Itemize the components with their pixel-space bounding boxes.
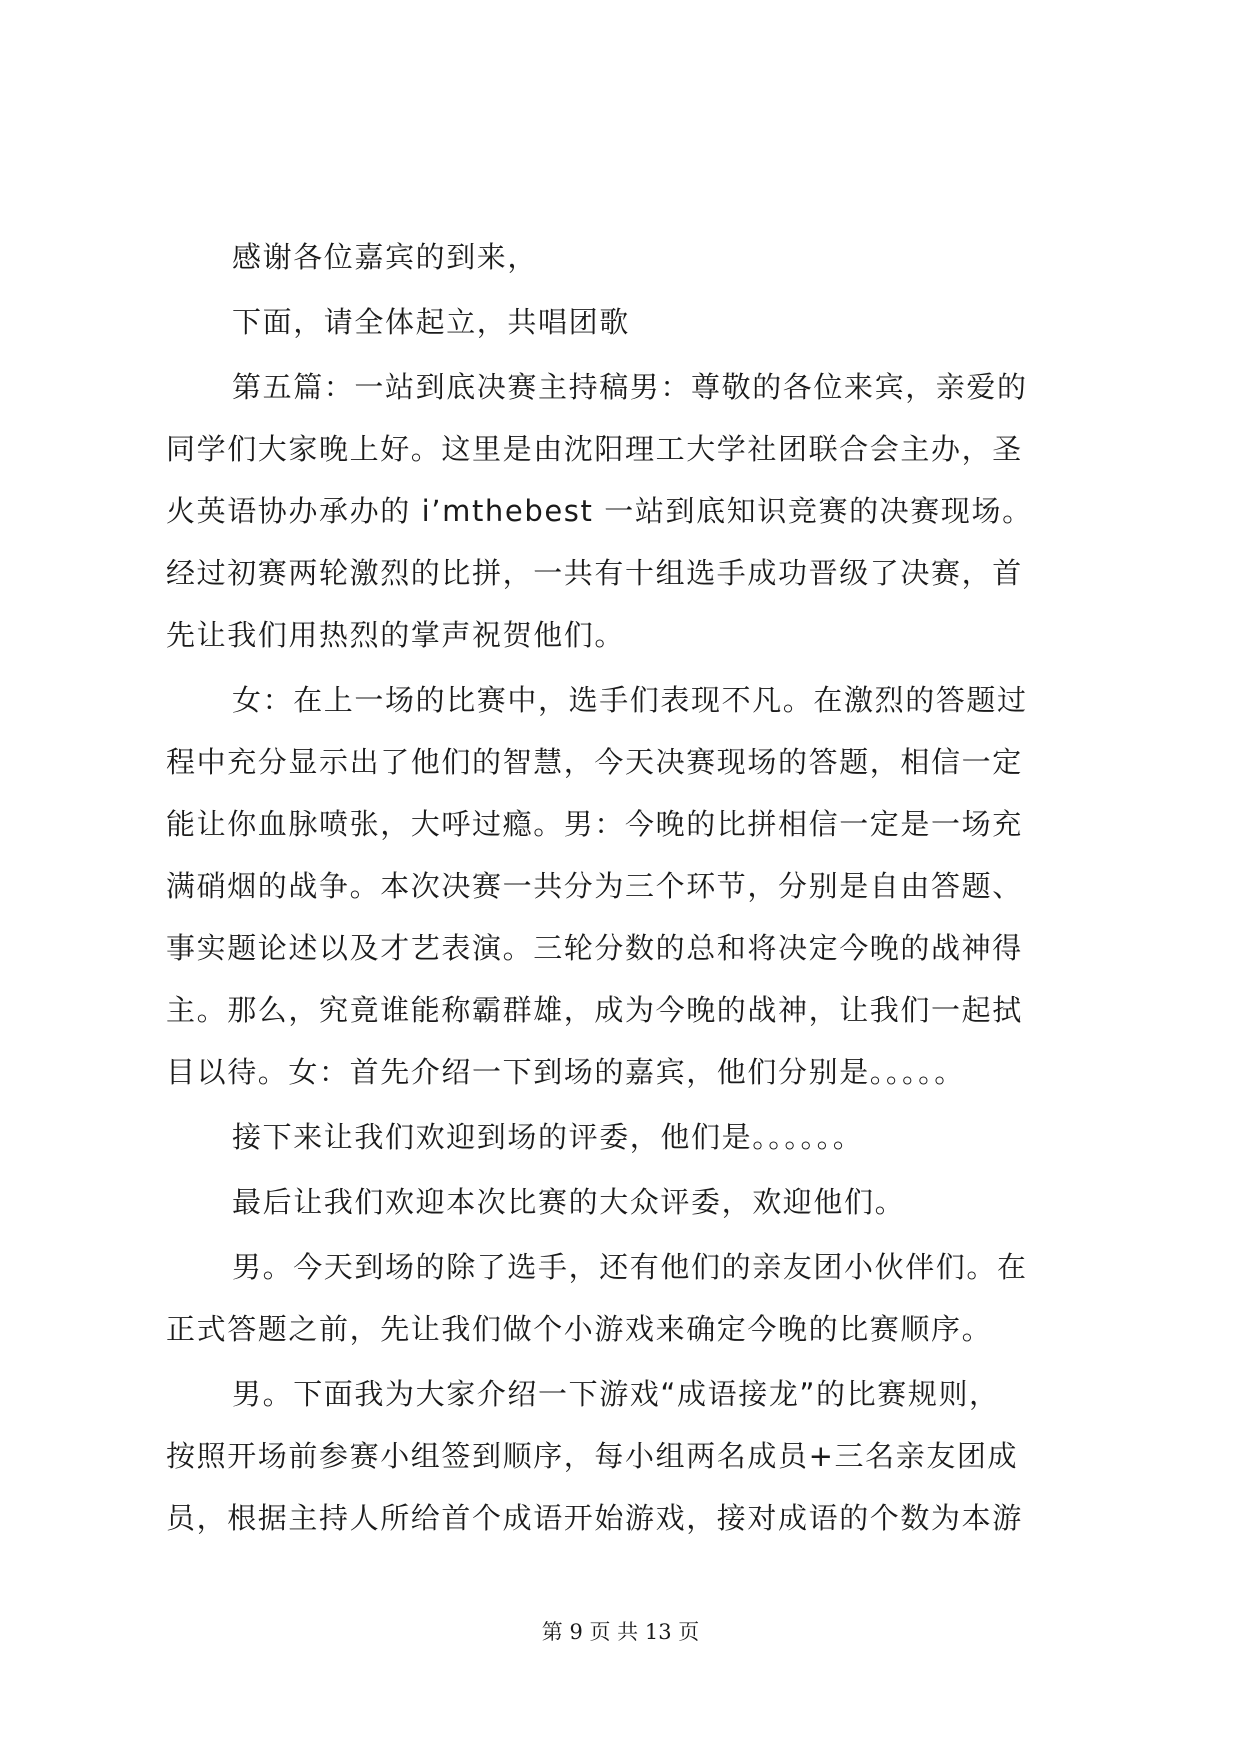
text-line: 满硝烟的战争。本次决赛一共分为三个环节，分别是自由答题、 <box>166 869 1023 903</box>
text-line: 目以待。女：首先介绍一下到场的嘉宾，他们分别是。。。。。 <box>166 1055 965 1089</box>
paragraph-stand-up <box>166 291 1074 353</box>
paragraph-female-host <box>166 669 1074 1103</box>
text-line: 经过初赛两轮激烈的比拼，一共有十组选手成功晋级了决赛，首 <box>166 556 1023 590</box>
text-line: 下面，请全体起立，共唱团歌 <box>232 305 630 339</box>
text-line: 火英语协办承办的 i’mthebest 一站到底知识竞赛的决赛现场。 <box>166 494 1033 528</box>
text-line: 女：在上一场的比赛中，选手们表现不凡。在激烈的答题过 <box>232 683 1028 717</box>
text-line: 最后让我们欢迎本次比赛的大众评委，欢迎他们。 <box>232 1185 906 1219</box>
text-line: 按照开场前参赛小组签到顺序，每小组两名成员+三名亲友团成 <box>166 1439 1019 1473</box>
paragraph-judges <box>166 1106 1074 1168</box>
text-line: 男。今天到场的除了选手，还有他们的亲友团小伙伴们。在 <box>232 1250 1028 1284</box>
text-line: 程中充分显示出了他们的智慧，今天决赛现场的答题，相信一定 <box>166 745 1023 779</box>
text-line: 男。下面我为大家介绍一下游戏“成语接龙”的比赛规则， <box>232 1377 1000 1411</box>
text-line: 事实题论述以及才艺表演。三轮分数的总和将决定今晚的战神得 <box>166 931 1023 965</box>
paragraph-public-judges <box>166 1171 1074 1233</box>
text-line: 主。那么，究竟谁能称霸群雄，成为今晚的战神，让我们一起拭 <box>166 993 1023 1027</box>
paragraph-part-five-opening <box>166 356 1074 666</box>
paragraph-game-rules <box>166 1363 1074 1549</box>
text-line: 第五篇：一站到底决赛主持稿男：尊敬的各位来宾，亲爱的 <box>232 370 1028 404</box>
text-line: 同学们大家晚上好。这里是由沈阳理工大学社团联合会主办，圣 <box>166 432 1023 466</box>
text-line: 感谢各位嘉宾的到来， <box>232 240 539 274</box>
text-line: 正式答题之前，先让我们做个小游戏来确定今晚的比赛顺序。 <box>166 1312 993 1346</box>
text-line: 能让你血脉喷张，大呼过瘾。男：今晚的比拼相信一定是一场充 <box>166 807 1023 841</box>
text-line: 先让我们用热烈的掌声祝贺他们。 <box>166 618 626 652</box>
paragraph-friends-group <box>166 1236 1074 1360</box>
page-number-footer: 第 9 页 共 13 页 <box>541 1620 700 1644</box>
document-body <box>166 226 1074 1552</box>
paragraph-thanks <box>166 226 1074 288</box>
text-line: 员，根据主持人所给首个成语开始游戏，接对成语的个数为本游 <box>166 1501 1023 1535</box>
text-line: 接下来让我们欢迎到场的评委，他们是。。。。。。 <box>232 1120 864 1154</box>
